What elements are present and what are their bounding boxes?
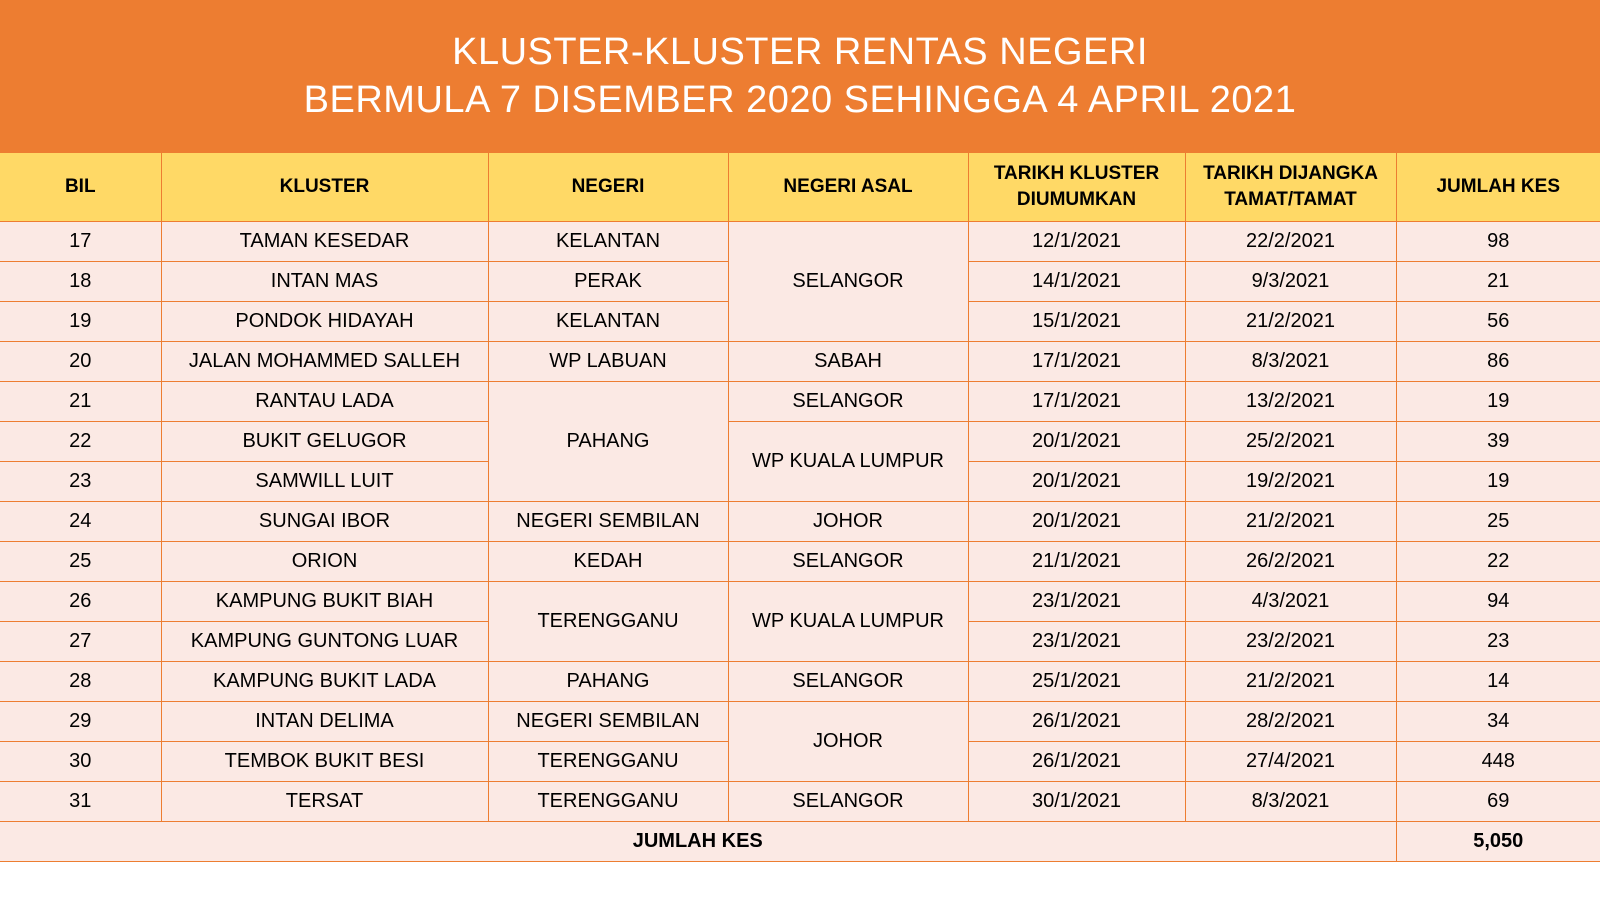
cell-bil: 29: [0, 702, 161, 742]
column-header-negeri-asal: NEGERI ASAL: [728, 153, 968, 222]
cell-tamat: 8/3/2021: [1185, 342, 1396, 382]
cell-kes: 34: [1396, 702, 1600, 742]
title-line-1: KLUSTER-KLUSTER RENTAS NEGERI: [452, 31, 1148, 73]
cell-kluster: KAMPUNG GUNTONG LUAR: [161, 622, 488, 662]
cluster-table: [0, 152, 1600, 862]
column-header-text: TAMAT/TAMAT: [1224, 189, 1357, 210]
table-row: [0, 422, 1600, 462]
cell-bil: 21: [0, 382, 161, 422]
table-row: [0, 502, 1600, 542]
cell-diumumkan: 14/1/2021: [968, 262, 1185, 302]
cell-kes: 98: [1396, 222, 1600, 262]
cell-diumumkan: 17/1/2021: [968, 342, 1185, 382]
table-row: [0, 702, 1600, 742]
cell-diumumkan: 26/1/2021: [968, 742, 1185, 782]
cell-kluster: PONDOK HIDAYAH: [161, 302, 488, 342]
cell-negeri-asal: SELANGOR: [728, 542, 968, 582]
cell-negeri: PAHANG: [488, 382, 728, 502]
cell-negeri: TERENGGANU: [488, 742, 728, 782]
cell-bil: 27: [0, 622, 161, 662]
cell-tamat: 22/2/2021: [1185, 222, 1396, 262]
total-row: [0, 822, 1600, 862]
cell-tamat: 21/2/2021: [1185, 502, 1396, 542]
cell-tamat: 27/4/2021: [1185, 742, 1396, 782]
cell-diumumkan: 20/1/2021: [968, 462, 1185, 502]
cell-kes: 21: [1396, 262, 1600, 302]
cell-negeri-asal: SELANGOR: [728, 782, 968, 822]
cell-negeri-asal: SELANGOR: [728, 382, 968, 422]
cell-kluster: TAMAN KESEDAR: [161, 222, 488, 262]
cell-kes: 22: [1396, 542, 1600, 582]
cell-diumumkan: 26/1/2021: [968, 702, 1185, 742]
table-row: [0, 342, 1600, 382]
cell-kes: 19: [1396, 462, 1600, 502]
column-header-tarikh-diumumkan: [968, 153, 1185, 222]
cell-kes: 94: [1396, 582, 1600, 622]
cell-kes: 25: [1396, 502, 1600, 542]
cell-bil: 19: [0, 302, 161, 342]
cell-kluster: TERSAT: [161, 782, 488, 822]
table-header-row: [0, 153, 1600, 222]
cell-negeri: PAHANG: [488, 662, 728, 702]
cell-tamat: 21/2/2021: [1185, 662, 1396, 702]
cell-tamat: 25/2/2021: [1185, 422, 1396, 462]
title-line-2: BERMULA 7 DISEMBER 2020 SEHINGGA 4 APRIL 2021: [303, 79, 1297, 121]
cell-negeri: TERENGGANU: [488, 582, 728, 662]
cell-negeri-asal: JOHOR: [728, 702, 968, 782]
cell-bil: 22: [0, 422, 161, 462]
cell-bil: 17: [0, 222, 161, 262]
cell-kluster: KAMPUNG BUKIT LADA: [161, 662, 488, 702]
cell-negeri: KEDAH: [488, 542, 728, 582]
cell-kes: 86: [1396, 342, 1600, 382]
cell-tamat: 28/2/2021: [1185, 702, 1396, 742]
cell-bil: 25: [0, 542, 161, 582]
cell-negeri-asal: WP KUALA LUMPUR: [728, 582, 968, 662]
table-row: [0, 582, 1600, 622]
cell-diumumkan: 25/1/2021: [968, 662, 1185, 702]
cell-kes: 23: [1396, 622, 1600, 662]
cell-negeri: NEGERI SEMBILAN: [488, 502, 728, 542]
table-row: [0, 782, 1600, 822]
column-header-bil: BIL: [0, 153, 161, 222]
cell-negeri: KELANTAN: [488, 302, 728, 342]
cell-kluster: TEMBOK BUKIT BESI: [161, 742, 488, 782]
cell-diumumkan: 23/1/2021: [968, 622, 1185, 662]
cell-negeri-asal: SELANGOR: [728, 662, 968, 702]
cell-kluster: SUNGAI IBOR: [161, 502, 488, 542]
cell-tamat: 8/3/2021: [1185, 782, 1396, 822]
cell-kluster: BUKIT GELUGOR: [161, 422, 488, 462]
cell-diumumkan: 17/1/2021: [968, 382, 1185, 422]
cell-kes: 69: [1396, 782, 1600, 822]
table-row: [0, 382, 1600, 422]
total-value: 5,050: [1396, 822, 1600, 862]
cell-bil: 30: [0, 742, 161, 782]
cell-kluster: INTAN DELIMA: [161, 702, 488, 742]
cell-negeri: WP LABUAN: [488, 342, 728, 382]
cell-tamat: 23/2/2021: [1185, 622, 1396, 662]
cell-negeri-asal: WP KUALA LUMPUR: [728, 422, 968, 502]
total-label: JUMLAH KES: [0, 822, 1396, 862]
cell-kluster: SAMWILL LUIT: [161, 462, 488, 502]
cell-kes: 19: [1396, 382, 1600, 422]
cell-tamat: 4/3/2021: [1185, 582, 1396, 622]
cell-kluster: JALAN MOHAMMED SALLEH: [161, 342, 488, 382]
column-header-kluster: KLUSTER: [161, 153, 488, 222]
cell-bil: 26: [0, 582, 161, 622]
cell-negeri-asal: JOHOR: [728, 502, 968, 542]
cell-negeri: PERAK: [488, 262, 728, 302]
cell-kluster: INTAN MAS: [161, 262, 488, 302]
cell-diumumkan: 20/1/2021: [968, 502, 1185, 542]
cell-tamat: 21/2/2021: [1185, 302, 1396, 342]
cell-kes: 39: [1396, 422, 1600, 462]
cell-kes: 14: [1396, 662, 1600, 702]
column-header-tarikh-tamat: [1185, 153, 1396, 222]
cell-negeri: TERENGGANU: [488, 782, 728, 822]
cell-kluster: ORION: [161, 542, 488, 582]
cell-kes: 56: [1396, 302, 1600, 342]
cell-negeri-asal: SELANGOR: [728, 222, 968, 342]
cell-negeri-asal: SABAH: [728, 342, 968, 382]
cell-diumumkan: 30/1/2021: [968, 782, 1185, 822]
cell-kluster: RANTAU LADA: [161, 382, 488, 422]
cell-bil: 24: [0, 502, 161, 542]
cell-tamat: 26/2/2021: [1185, 542, 1396, 582]
column-header-text: TARIKH KLUSTER: [993, 163, 1160, 184]
cell-diumumkan: 20/1/2021: [968, 422, 1185, 462]
cell-tamat: 19/2/2021: [1185, 462, 1396, 502]
cell-bil: 31: [0, 782, 161, 822]
cell-bil: 18: [0, 262, 161, 302]
cell-negeri: KELANTAN: [488, 222, 728, 262]
cell-bil: 20: [0, 342, 161, 382]
cell-kes: 448: [1396, 742, 1600, 782]
cell-diumumkan: 15/1/2021: [968, 302, 1185, 342]
table-row: [0, 542, 1600, 582]
table-row: [0, 662, 1600, 702]
cell-diumumkan: 21/1/2021: [968, 542, 1185, 582]
cell-negeri: NEGERI SEMBILAN: [488, 702, 728, 742]
cell-diumumkan: 12/1/2021: [968, 222, 1185, 262]
cell-kluster: KAMPUNG BUKIT BIAH: [161, 582, 488, 622]
cell-diumumkan: 23/1/2021: [968, 582, 1185, 622]
cell-tamat: 13/2/2021: [1185, 382, 1396, 422]
title-banner: [0, 0, 1600, 152]
table-row: [0, 222, 1600, 262]
cell-tamat: 9/3/2021: [1185, 262, 1396, 302]
column-header-text: TARIKH DIJANGKA: [1203, 163, 1378, 184]
column-header-text: DIUMUMKAN: [1016, 189, 1137, 210]
cell-bil: 23: [0, 462, 161, 502]
column-header-jumlah-kes: JUMLAH KES: [1396, 153, 1600, 222]
cell-bil: 28: [0, 662, 161, 702]
column-header-negeri: NEGERI: [488, 153, 728, 222]
